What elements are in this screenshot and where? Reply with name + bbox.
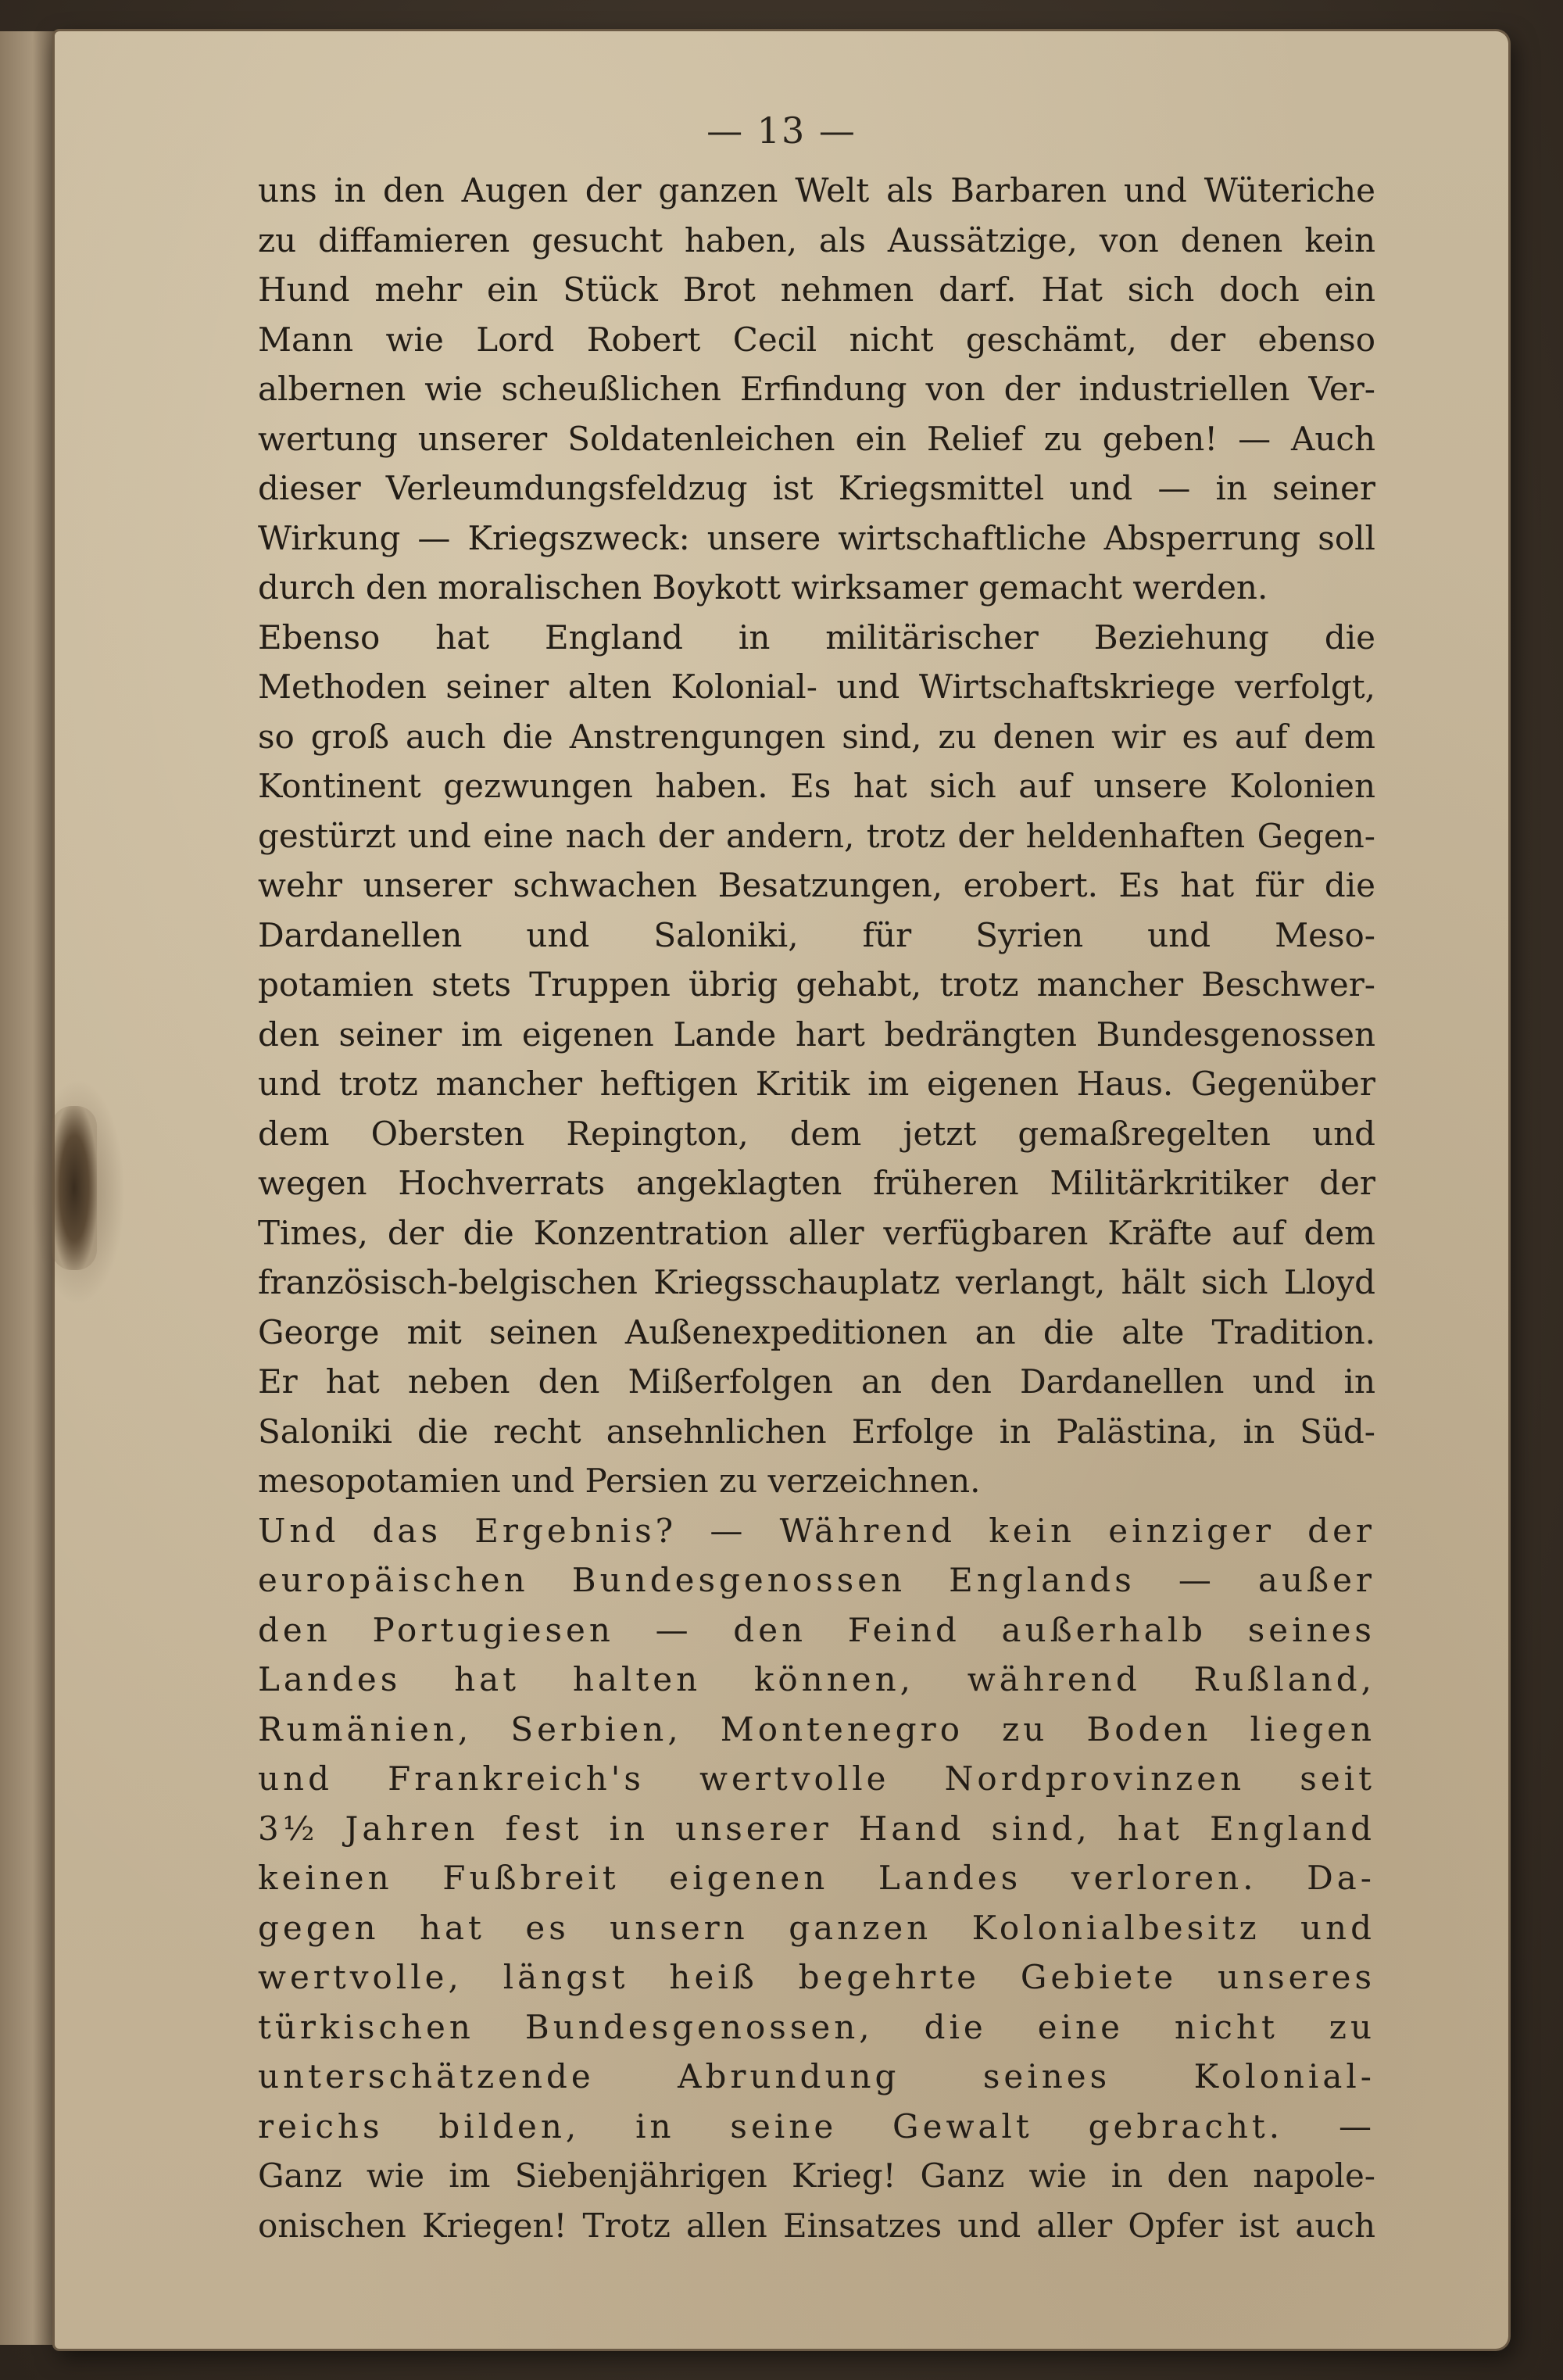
text-line: und Frankreich's wertvolle Nordprovinzen seit xyxy=(258,1759,1375,1798)
text-line: so groß auch die Anstrengungen sind, zu denen wir es auf dem xyxy=(258,717,1375,756)
text-line: Methoden seiner alten Kolonial- und Wirtschaftskriege verfolgt, xyxy=(258,667,1375,706)
text-line: Ganz wie im Siebenjährigen Krieg! Ganz wie in den napole- xyxy=(258,2156,1375,2195)
text-line: zu diffamieren gesucht haben, als Aussätzige, von denen kein xyxy=(258,220,1375,259)
text-line: französisch-belgischen Kriegsschauplatz verlangt, hält sich Lloyd xyxy=(258,1263,1375,1301)
page-number: — 13 — xyxy=(706,109,857,152)
text-line: Times, der die Konzentration aller verfügbaren Kräfte auf dem xyxy=(258,1213,1375,1252)
text-line: Dardanellen und Saloniki, für Syrien und Meso- xyxy=(258,915,1375,954)
text-line: reichs bilden, in seine Gewalt gebracht. — xyxy=(258,2106,1375,2146)
text-line: wertvolle, längst heiß begehrte Gebiete unseres xyxy=(258,1958,1375,1996)
text-line: Saloniki die recht ansehnlichen Erfolge in Palästina, in Süd- xyxy=(258,1412,1375,1451)
text-line: europäischen Bundesgenossen Englands — außer xyxy=(258,1561,1375,1599)
text-line: Rumänien, Serbien, Montenegro zu Boden liegen xyxy=(258,1709,1375,1748)
text-line: dieser Verleumdungsfeldzug ist Kriegsmittel und — in seiner xyxy=(258,469,1375,507)
text-line: uns in den Augen der ganzen Welt als Barbaren und Wüteriche xyxy=(258,171,1375,209)
text-line: Er hat neben den Mißerfolgen an den Dardanellen und in xyxy=(258,1362,1375,1401)
text-line: Hund mehr ein Stück Brot nehmen darf. Hat sich doch ein xyxy=(258,270,1375,309)
text-line: George mit seinen Außenexpeditionen an die alte Tradition. xyxy=(258,1312,1375,1351)
text-line: 3½ Jahren fest in unserer Hand sind, hat England xyxy=(258,1809,1375,1848)
text-line: mesopotamien und Persien zu verzeichnen. xyxy=(258,1462,981,1500)
page-text xyxy=(258,166,1375,2250)
text-line: durch den moralischen Boykott wirksamer gemacht werden. xyxy=(258,568,1268,607)
text-line: onischen Kriegen! Trotz allen Einsatzes und aller Opfer ist auch xyxy=(258,2206,1375,2245)
text-line: gegen hat es unsern ganzen Kolonialbesitz und xyxy=(258,1908,1375,1947)
text-line: Wirkung — Kriegszweck: unsere wirtschaftliche Absperrung soll xyxy=(258,518,1375,557)
text-line: dem Obersten Repington, dem jetzt gemaßregelten und xyxy=(258,1114,1375,1153)
text-line: gestürzt und eine nach der andern, trotz der heldenhaften Gegen- xyxy=(258,816,1375,855)
text-line: potamien stets Truppen übrig gehabt, trotz mancher Beschwer- xyxy=(258,965,1375,1004)
text-line: den seiner im eigenen Lande hart bedrängten Bundesgenossen xyxy=(258,1015,1375,1054)
text-line: unterschätzende Abrundung seines Kolonial- xyxy=(258,2057,1375,2095)
text-line: Kontinent gezwungen haben. Es hat sich auf unsere Kolonien xyxy=(258,767,1375,805)
text-line: wehr unserer schwachen Besatzungen, erobert. Es hat für die xyxy=(258,866,1375,904)
text-line: Mann wie Lord Robert Cecil nicht geschämt, der ebenso xyxy=(258,320,1375,359)
text-line: Landes hat halten können, während Rußland, xyxy=(258,1660,1375,1698)
text-line: albernen wie scheußlichen Erfindung von der industriellen Ver- xyxy=(258,370,1375,408)
text-line: wertung unserer Soldatenleichen ein Relief zu geben! — Auch xyxy=(258,419,1375,458)
text-line: Und das Ergebnis? — Während kein einziger der xyxy=(258,1511,1375,1550)
staple-mark xyxy=(52,1106,97,1270)
text-line: und trotz mancher heftigen Kritik im eigenen Haus. Gegenüber xyxy=(258,1065,1375,1103)
text-line: türkischen Bundesgenossen, die eine nicht zu xyxy=(258,2007,1375,2046)
text-line: wegen Hochverrats angeklagten früheren Militärkritiker der xyxy=(258,1164,1375,1202)
text-line: den Portugiesen — den Feind außerhalb seines xyxy=(258,1610,1375,1649)
text-line: keinen Fußbreit eigenen Landes verloren. Da- xyxy=(258,1859,1375,1897)
text-line: Ebenso hat England in militärischer Beziehung die xyxy=(258,617,1375,657)
